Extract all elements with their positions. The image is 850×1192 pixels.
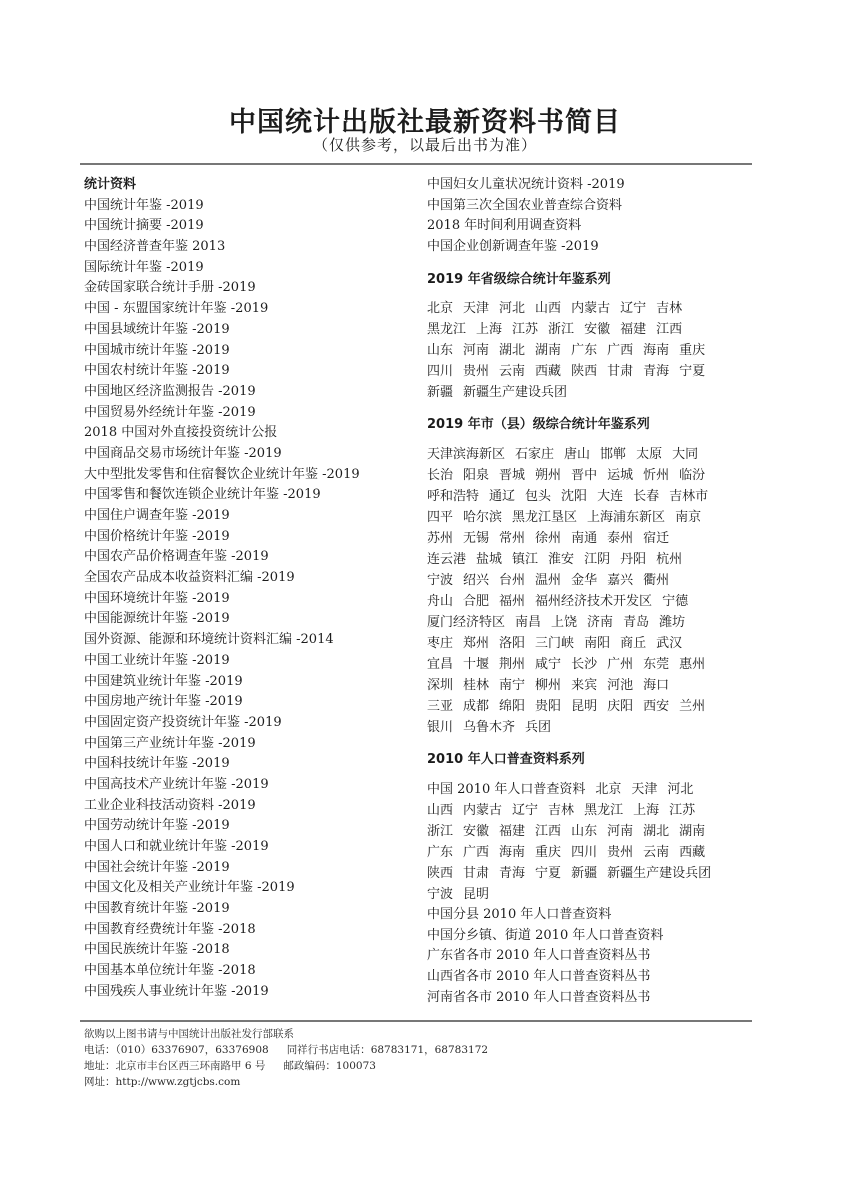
series-entry: 唐山	[564, 447, 591, 463]
book-list-item: 中国企业创新调查年鉴 -2019	[427, 239, 599, 255]
census-region-row	[427, 842, 767, 863]
book-list-item: 中国教育经费统计年鉴 -2018	[84, 921, 256, 937]
series-entry: 衢州	[643, 573, 670, 589]
series-entry: 安徽	[584, 322, 611, 338]
address-label: 地址：	[84, 1060, 116, 1072]
series-entry: 运城	[607, 468, 634, 484]
series-entry: 福州	[499, 594, 526, 610]
series-entry: 山西	[535, 301, 562, 317]
province-row	[427, 382, 767, 403]
series-entry: 宁波	[427, 573, 454, 589]
series-entry: 荆州	[499, 657, 526, 673]
series-entry: 广东	[427, 844, 454, 860]
series-entry: 宁夏	[679, 364, 706, 380]
series-entry: 洛阳	[499, 636, 526, 652]
series-entry: 内蒙古	[463, 802, 503, 818]
book-list-item: 广东省各市 2010 年人口普查资料丛书	[427, 948, 651, 964]
series-entry: 昆明	[571, 699, 598, 715]
page-subtitle: （仅供参考，以最后出书为准）	[312, 136, 537, 154]
left-column	[84, 175, 414, 1003]
series-entry: 宁德	[662, 594, 689, 610]
series-entry: 南京	[675, 510, 702, 526]
series-entry: 黑龙江垦区	[512, 510, 578, 526]
address-text: 北京市丰台区西三环南路甲 6 号	[115, 1060, 266, 1072]
series-entry: 广西	[463, 844, 490, 860]
book-list-item: 中国商品交易市场统计年鉴 -2019	[84, 445, 282, 461]
series-entry: 宜昌	[427, 657, 454, 673]
bottom-divider	[80, 1020, 752, 1022]
series-entry: 海南	[643, 343, 670, 359]
series-entry: 湖北	[499, 343, 526, 359]
series-entry: 新疆	[427, 385, 454, 401]
footer-web-line	[84, 1074, 764, 1090]
series-entry: 太原	[636, 447, 663, 463]
book-list-item: 中国零售和餐饮连锁企业统计年鉴 -2019	[84, 487, 321, 503]
series-entry: 成都	[463, 699, 490, 715]
series-entry: 济南	[587, 615, 614, 631]
series-entry: 天津滨海新区	[427, 447, 506, 463]
book-list-item: 中国科技统计年鉴 -2019	[84, 756, 230, 772]
book-list-item: 河南省各市 2010 年人口普查资料丛书	[427, 989, 651, 1005]
series-entry: 苏州	[427, 531, 454, 547]
census-region-row	[427, 800, 767, 821]
series-entry: 忻州	[643, 468, 670, 484]
city-row	[427, 549, 767, 570]
series-entry: 新疆	[571, 865, 598, 881]
series-entry: 朔州	[535, 468, 562, 484]
series-entry: 内蒙古	[571, 301, 611, 317]
series-entry: 长春	[633, 489, 660, 505]
series-entry: 山东	[571, 823, 598, 839]
book-list-item: 中国房地产统计年鉴 -2019	[84, 694, 243, 710]
series-entry: 柳州	[535, 678, 562, 694]
series-entry: 三亚	[427, 699, 454, 715]
series-entry: 河南	[463, 343, 490, 359]
census-region-list	[427, 779, 767, 905]
book-list-item: 中国妇女儿童状况统计资料 -2019	[427, 177, 625, 192]
series-entry: 武汉	[656, 636, 683, 652]
city-row	[427, 696, 767, 717]
book-list-item: 中国文化及相关产业统计年鉴 -2019	[84, 880, 295, 896]
series-entry: 晋中	[571, 468, 598, 484]
book-list-item: 中国统计摘要 -2019	[84, 218, 204, 234]
series-entry: 上海	[476, 322, 503, 338]
series-entry: 陕西	[571, 364, 598, 380]
city-row	[427, 633, 767, 654]
series-entry: 长治	[427, 468, 454, 484]
series-entry: 绵阳	[499, 699, 526, 715]
series-entry: 湖北	[643, 823, 670, 839]
book-list-item: 2018 年时间利用调查资料	[427, 218, 582, 234]
series-entry: 广西	[607, 343, 634, 359]
series-entry: 湖南	[535, 343, 562, 359]
series-entry: 盐城	[476, 552, 503, 568]
book-list-item: 中国残疾人事业统计年鉴 -2019	[84, 983, 269, 999]
series-entry: 南宁	[499, 678, 526, 694]
series-entry: 重庆	[535, 844, 562, 860]
series-entry: 连云港	[427, 552, 467, 568]
book-list-item: 中国地区经济监测报告 -2019	[84, 383, 256, 399]
series-entry: 丹阳	[620, 552, 647, 568]
series-entry: 徐州	[535, 531, 562, 547]
series-entry: 辽宁	[620, 301, 647, 317]
series-entry: 深圳	[427, 678, 454, 694]
book-list-item: 中国住户调查年鉴 -2019	[84, 508, 230, 523]
left-item-list	[84, 196, 414, 1003]
series-entry: 惠州	[679, 657, 706, 673]
series-entry: 上饶	[551, 615, 578, 631]
series-entry: 潍坊	[659, 615, 686, 631]
book-list-item: 中国高技术产业统计年鉴 -2019	[84, 776, 269, 792]
series-entry: 甘肃	[607, 364, 634, 380]
series-entry: 山西	[427, 802, 454, 818]
province-row	[427, 340, 767, 361]
series-entry: 南阳	[584, 636, 611, 652]
book-list-item: 中国人口和就业统计年鉴 -2019	[84, 839, 269, 854]
footer-phone-line	[84, 1042, 764, 1058]
series-entry: 青海	[499, 865, 526, 881]
series-entry: 长沙	[571, 657, 598, 673]
series-entry: 包头	[525, 489, 552, 505]
series-entry: 西安	[643, 699, 670, 715]
province-row	[427, 319, 767, 340]
city-row	[427, 465, 767, 486]
section-heading-census: 2010 年人口普查资料系列	[427, 752, 585, 768]
series-entry: 广州	[607, 657, 634, 673]
book-list-item: 中国价格统计年鉴 -2019	[84, 528, 230, 544]
book-list-item: 中国县域统计年鉴 -2019	[84, 321, 230, 337]
series-entry: 宁波	[427, 886, 454, 902]
city-row	[427, 591, 767, 612]
census-region-row	[427, 779, 767, 800]
city-row	[427, 717, 767, 738]
series-entry: 陕西	[427, 865, 454, 881]
web-link[interactable]: http://www.zgtjcbs.com	[115, 1076, 241, 1088]
book-list-item: 中国贸易外经统计年鉴 -2019	[84, 404, 256, 420]
series-entry: 金华	[571, 573, 598, 589]
series-entry: 咸宁	[535, 657, 562, 673]
series-entry: 贵州	[607, 844, 634, 860]
book-list-item: 中国基本单位统计年鉴 -2018	[84, 963, 256, 979]
series-entry: 临汾	[679, 468, 706, 484]
series-entry: 福建	[620, 322, 647, 338]
series-entry: 宿迁	[643, 531, 670, 547]
series-entry: 甘肃	[463, 865, 490, 881]
series-entry: 上海	[633, 802, 660, 818]
book-list-item: 工业企业科技活动资料 -2019	[84, 797, 256, 813]
series-entry: 庆阳	[607, 699, 634, 715]
series-entry: 大同	[672, 447, 699, 463]
series-entry: 上海浦东新区	[587, 510, 666, 526]
series-entry: 南昌	[515, 615, 542, 631]
series-entry: 江苏	[512, 322, 539, 338]
series-entry: 青岛	[623, 615, 650, 631]
series-entry: 青海	[643, 364, 670, 380]
series-entry: 商丘	[620, 636, 647, 652]
series-entry: 吉林市	[669, 489, 709, 505]
series-entry: 合肥	[463, 594, 490, 610]
series-entry: 东莞	[643, 657, 670, 673]
series-entry: 舟山	[427, 594, 454, 610]
series-entry: 吉林	[656, 301, 683, 317]
series-entry: 黑龙江	[584, 802, 624, 818]
series-entry: 河南	[607, 823, 634, 839]
city-row	[427, 612, 767, 633]
footer-contact-note: 欲购以上图书请与中国统计出版社发行部联系	[84, 1028, 294, 1040]
census-region-row	[427, 821, 767, 842]
series-entry: 新疆生产建设兵团	[463, 385, 568, 401]
series-entry: 新疆生产建设兵团	[607, 865, 712, 881]
city-row	[427, 486, 767, 507]
series-entry: 三门峡	[535, 636, 575, 652]
store-phone-label: 同祥行书店电话：	[286, 1044, 371, 1056]
right-column	[427, 175, 767, 1008]
province-row	[427, 298, 767, 319]
book-list-item: 2018 中国对外直接投资统计公报	[84, 425, 278, 441]
series-entry: 山东	[427, 343, 454, 359]
series-entry: 南通	[571, 531, 598, 547]
book-list-item: 中国教育统计年鉴 -2019	[84, 901, 230, 917]
book-list-item: 中国社会统计年鉴 -2019	[84, 859, 230, 875]
city-row	[427, 570, 767, 591]
series-entry: 黑龙江	[427, 322, 467, 338]
book-list-item: 中国农村统计年鉴 -2019	[84, 363, 230, 379]
series-entry: 邯郸	[600, 447, 627, 463]
series-entry: 泰州	[607, 531, 634, 547]
series-entry: 贵州	[463, 364, 490, 380]
census-region-row	[427, 863, 767, 884]
series-entry: 四川	[427, 364, 454, 380]
city-row	[427, 444, 767, 465]
series-entry: 郑州	[463, 636, 490, 652]
series-entry: 北京	[427, 301, 454, 317]
book-list-item: 中国工业统计年鉴 -2019	[84, 652, 230, 668]
book-list-item: 中国建筑业统计年鉴 -2019	[84, 673, 243, 689]
book-list-item: 中国能源统计年鉴 -2019	[84, 611, 230, 627]
book-list-item: 中国环境统计年鉴 -2019	[84, 590, 230, 606]
phone-label: 电话：	[84, 1044, 116, 1056]
series-entry: 河北	[667, 781, 694, 797]
book-list-item: 中国固定资产投资统计年鉴 -2019	[84, 714, 282, 730]
series-entry: 四川	[571, 844, 598, 860]
city-row	[427, 507, 767, 528]
series-entry: 嘉兴	[607, 573, 634, 589]
series-entry: 绍兴	[463, 573, 490, 589]
city-row	[427, 528, 767, 549]
series-entry: 云南	[499, 364, 526, 380]
series-entry: 西藏	[535, 364, 562, 380]
series-entry: 四平	[427, 510, 454, 526]
page-title: 中国统计出版社最新资料书简目	[229, 107, 621, 138]
series-entry: 晋城	[499, 468, 526, 484]
census-region-row	[427, 884, 767, 905]
city-list	[427, 444, 767, 738]
series-entry: 乌鲁木齐	[463, 720, 516, 736]
series-entry: 河北	[499, 301, 526, 317]
section-heading-city: 2019 年市（县）级综合统计年鉴系列	[427, 417, 650, 433]
series-entry: 兵团	[525, 720, 552, 736]
census-item-list	[427, 905, 767, 1008]
book-list-item: 中国城市统计年鉴 -2019	[84, 342, 230, 358]
book-list-item: 大中型批发零售和住宿餐饮企业统计年鉴 -2019	[84, 466, 360, 482]
series-entry: 浙江	[427, 823, 454, 839]
book-list-item: 中国 - 东盟国家统计年鉴 -2019	[84, 301, 269, 317]
series-entry: 贵阳	[535, 699, 562, 715]
series-entry: 吉林	[548, 802, 575, 818]
series-entry: 江阴	[584, 552, 611, 568]
series-entry: 宁夏	[535, 865, 562, 881]
series-entry: 浙江	[548, 322, 575, 338]
series-entry: 大连	[597, 489, 624, 505]
series-entry: 福建	[499, 823, 526, 839]
city-row	[427, 675, 767, 696]
book-list-item: 国际统计年鉴 -2019	[84, 259, 204, 275]
book-list-item: 中国第三次全国农业普查综合资料	[427, 197, 623, 213]
series-entry: 湖南	[679, 823, 706, 839]
book-list-item: 中国农产品价格调查年鉴 -2019	[84, 549, 269, 565]
postcode-label: 邮政编码：	[283, 1060, 336, 1072]
series-entry: 呼和浩特	[427, 489, 480, 505]
series-entry: 安徽	[463, 823, 490, 839]
series-entry: 哈尔滨	[463, 510, 503, 526]
series-entry: 厦门经济特区	[427, 615, 506, 631]
series-entry: 枣庄	[427, 636, 454, 652]
series-entry: 北京	[595, 781, 622, 797]
top-divider	[80, 163, 752, 165]
series-entry: 兰州	[679, 699, 706, 715]
footer-address-line	[84, 1058, 764, 1074]
province-row	[427, 361, 767, 382]
series-entry: 云南	[643, 844, 670, 860]
series-entry: 西藏	[679, 844, 706, 860]
series-entry: 常州	[499, 531, 526, 547]
series-entry: 天津	[463, 301, 490, 317]
book-list-item: 中国分县 2010 年人口普查资料	[427, 906, 612, 922]
series-entry: 重庆	[679, 343, 706, 359]
right-top-item-list	[427, 175, 767, 258]
provincial-list	[427, 298, 767, 403]
series-entry: 沈阳	[561, 489, 588, 505]
series-entry: 河池	[607, 678, 634, 694]
footer	[84, 1026, 764, 1090]
postcode-value: 100073	[335, 1060, 376, 1072]
section-heading-statistics: 统计资料	[84, 177, 137, 192]
phone-number: （010）63376907，63376908	[115, 1044, 269, 1056]
series-entry: 海口	[643, 678, 670, 694]
book-list-item: 中国劳动统计年鉴 -2019	[84, 818, 230, 834]
book-list-item: 中国经济普查年鉴 2013	[84, 239, 226, 255]
book-list-item: 国外资源、能源和环境统计资料汇编 -2014	[84, 632, 334, 648]
book-list-item: 中国民族统计年鉴 -2018	[84, 942, 230, 958]
series-entry: 无锡	[463, 531, 490, 547]
series-entry: 天津	[631, 781, 658, 797]
series-entry: 海南	[499, 844, 526, 860]
series-entry: 桂林	[463, 678, 490, 694]
series-entry: 江西	[656, 322, 683, 338]
book-list-item: 中国第三产业统计年鉴 -2019	[84, 735, 256, 751]
section-heading-provincial: 2019 年省级综合统计年鉴系列	[427, 271, 611, 287]
book-list-item: 全国农产品成本收益资料汇编 -2019	[84, 570, 295, 586]
series-entry: 中国 2010 年人口普查资料	[427, 781, 586, 797]
series-entry: 昆明	[463, 886, 490, 902]
series-entry: 台州	[499, 573, 526, 589]
city-row	[427, 654, 767, 675]
series-entry: 来宾	[571, 678, 598, 694]
series-entry: 广东	[571, 343, 598, 359]
series-entry: 阳泉	[463, 468, 490, 484]
series-entry: 通辽	[489, 489, 516, 505]
book-list-item: 中国分乡镇、街道 2010 年人口普查资料	[427, 927, 664, 943]
series-entry: 江苏	[669, 802, 696, 818]
series-entry: 辽宁	[512, 802, 539, 818]
web-label: 网址：	[84, 1076, 116, 1088]
series-entry: 淮安	[548, 552, 575, 568]
series-entry: 石家庄	[515, 447, 555, 463]
series-entry: 杭州	[656, 552, 683, 568]
book-list-item: 山西省各市 2010 年人口普查资料丛书	[427, 968, 651, 984]
book-list-item: 金砖国家联合统计手册 -2019	[84, 280, 256, 296]
series-entry: 江西	[535, 823, 562, 839]
series-entry: 镇江	[512, 552, 539, 568]
series-entry: 温州	[535, 573, 562, 589]
series-entry: 福州经济技术开发区	[535, 594, 653, 610]
book-list-item: 中国统计年鉴 -2019	[84, 197, 204, 213]
series-entry: 十堰	[463, 657, 490, 673]
store-phone-number: 68783171，68783172	[370, 1044, 489, 1056]
series-entry: 银川	[427, 720, 454, 736]
